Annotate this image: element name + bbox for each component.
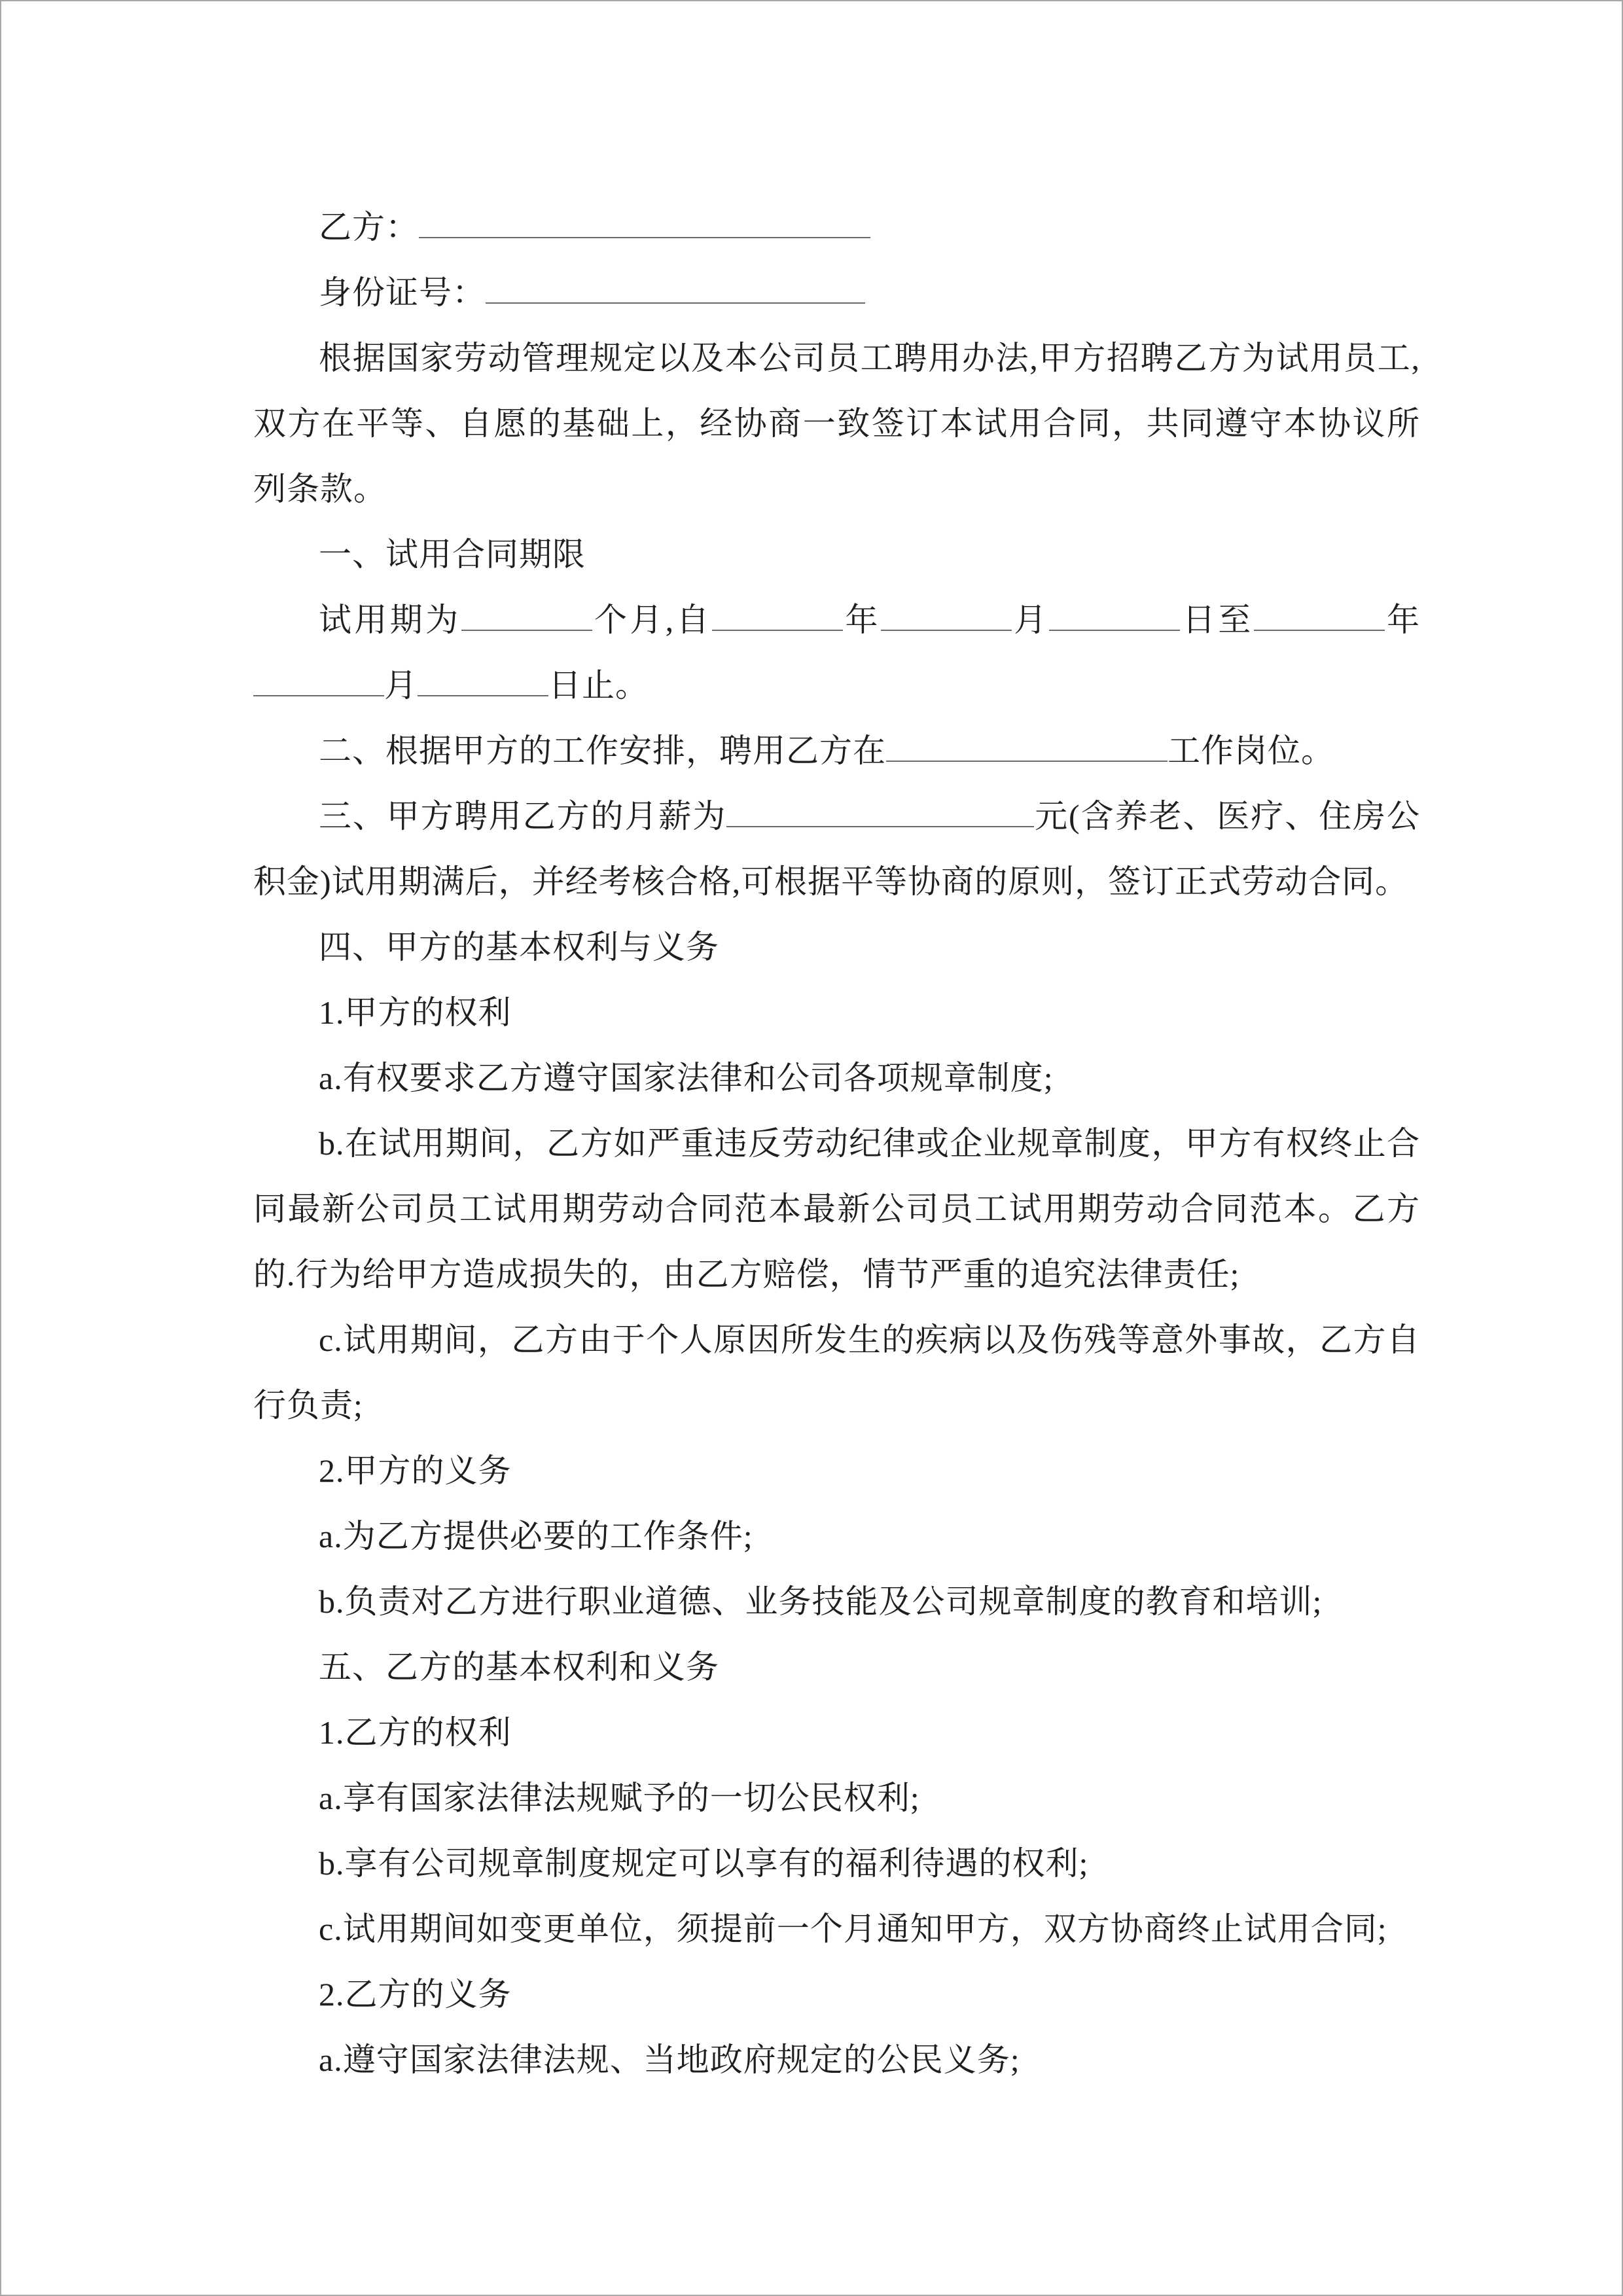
paragraph [253,1700,1420,1765]
blank-field [253,662,384,696]
paragraph [253,522,1420,587]
paragraph [253,1438,1420,1503]
paragraph-text: b.享有公司规章制度规定可以享有的福利待遇的权利; [319,1845,1089,1882]
paragraph-text: 工作岗位。 [1168,732,1334,769]
paragraph-text: 月 [384,667,418,704]
paragraph-text: 四、甲方的基本权利与义务 [319,929,719,965]
paragraph [253,194,1420,260]
paragraph [253,718,1420,783]
paragraph-text: 2.甲方的义务 [319,1452,512,1489]
paragraph-text: a.有权要求乙方遵守国家法律和公司各项规章制度; [319,1060,1054,1096]
paragraph-text: 日止。 [548,667,649,704]
paragraph [253,1045,1420,1111]
paragraph [253,980,1420,1045]
paragraph [253,1896,1420,1962]
paragraph-text: 元(含养老、医疗、住房公积金)试用期满后，并经考核合格,可根据平等协商的原则，签订正式劳动合同。 [253,798,1420,900]
paragraph [253,783,1420,914]
paragraph [253,325,1420,522]
blank-field [418,662,548,696]
paragraph [253,587,1420,718]
paragraph-text: 1.甲方的权利 [319,994,512,1031]
paragraph [253,1111,1420,1307]
paragraph [253,260,1420,325]
paragraph [253,1634,1420,1700]
paragraph-text: 一、试用合同期限 [319,536,586,573]
blank-field [486,270,865,304]
paragraph-text: a.为乙方提供必要的工作条件; [319,1518,753,1554]
paragraph-text: 个月,自 [592,601,712,638]
paragraph [253,914,1420,980]
paragraph [253,1765,1420,1831]
paragraph-text: 根据国家劳动管理规定以及本公司员工聘用办法,甲方招聘乙方为试用员工,双方在平等、自愿的基础上，经协商一致签订本试用合同，共同遵守本协议所列条款。 [253,340,1420,507]
paragraph [253,1307,1420,1438]
paragraph [253,1503,1420,1569]
paragraph-text: 三、甲方聘用乙方的月薪为 [319,798,727,834]
paragraph-text: 乙方： [319,209,419,245]
paragraph-text: 五、乙方的基本权利和义务 [319,1649,719,1685]
paragraph-text: 月 [1011,601,1050,638]
paragraph-text: b.负责对乙方进行职业道德、业务技能及公司规章制度的教育和培训; [319,1583,1323,1620]
blank-field [461,597,592,631]
paragraph-text: 年 [842,601,881,638]
paragraph-text: c.试用期间如变更单位，须提前一个月通知甲方，双方协商终止试用合同; [319,1910,1387,1947]
paragraph [253,1831,1420,1896]
blank-field [726,793,1034,827]
paragraph [253,1962,1420,2027]
paragraph-text: 2.乙方的义务 [319,1976,512,2013]
paragraph-text: 1.乙方的权利 [319,1714,512,1751]
paragraph-text: 日至 [1180,601,1254,638]
paragraph-text: 年 [1384,601,1421,638]
document-body [1,1,1622,2092]
paragraph [253,2027,1420,2092]
blank-field [1254,597,1385,631]
paragraph-text: b.在试用期间，乙方如严重违反劳动纪律或企业规章制度，甲方有权终止合同最新公司员工试用期劳动合同范本最新公司员工试用期劳动合同范本。乙方的.行为给甲方造成损失的，由乙方赔偿，情节严重的追究法律责任; [253,1125,1420,1293]
paragraph-text: 身份证号： [319,274,486,311]
blank-field [712,597,843,631]
blank-field [419,204,870,238]
paragraph-text: 二、根据甲方的工作安排，聘用乙方在 [319,732,886,769]
paragraph [253,1569,1420,1634]
paragraph-text: a.遵守国家法律法规、当地政府规定的公民义务; [319,2041,1020,2078]
paragraph-text: 试用期为 [319,601,461,638]
blank-field [881,597,1012,631]
blank-field [1049,597,1180,631]
paragraph-text: c.试用期间，乙方由于个人原因所发生的疾病以及伤残等意外事故，乙方自行负责; [253,1321,1420,1424]
blank-field [886,728,1168,762]
paragraph-text: a.享有国家法律法规赋予的一切公民权利; [319,1780,920,1816]
